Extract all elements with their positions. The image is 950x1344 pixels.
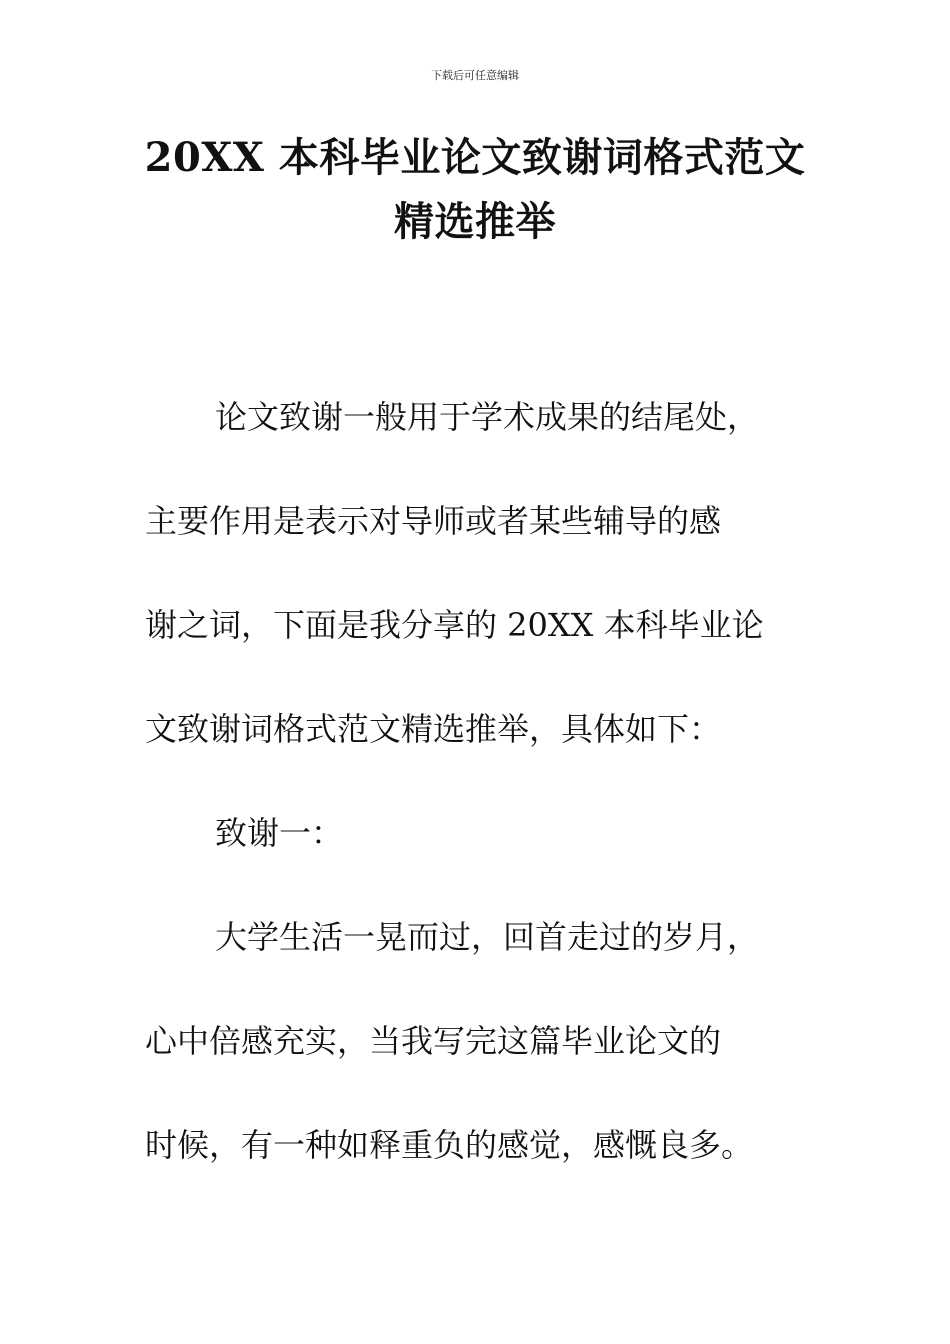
document-title bbox=[140, 126, 810, 254]
text-line: 文致谢词格式范文精选推举，具体如下： bbox=[145, 710, 722, 748]
text-line: 致谢一： bbox=[215, 814, 344, 852]
text-line: 论文致谢一般用于学术成果的结尾处， bbox=[215, 398, 760, 436]
text-line: 大学生活一晃而过，回首走过的岁月， bbox=[215, 918, 760, 956]
section-heading bbox=[145, 781, 805, 885]
text-line: 心中倍感充实，当我写完这篇毕业论文的 bbox=[145, 1022, 722, 1060]
title-line-2: 精选推举 bbox=[394, 198, 556, 245]
text-line: 主要作用是表示对导师或者某些辅导的感 bbox=[145, 502, 722, 540]
text-line: 谢之词，下面是我分享的 20XX 本科毕业论 bbox=[145, 606, 764, 644]
header-note: 下载后可任意编辑 bbox=[431, 69, 519, 82]
document-body bbox=[145, 365, 805, 1197]
text-line: 时候，有一种如释重负的感觉，感慨良多。 bbox=[145, 1126, 754, 1164]
paragraph-thanks-1 bbox=[145, 885, 805, 1197]
paragraph-intro bbox=[145, 365, 805, 781]
title-line-1: 20XX 本科毕业论文致谢词格式范文 bbox=[144, 134, 806, 181]
